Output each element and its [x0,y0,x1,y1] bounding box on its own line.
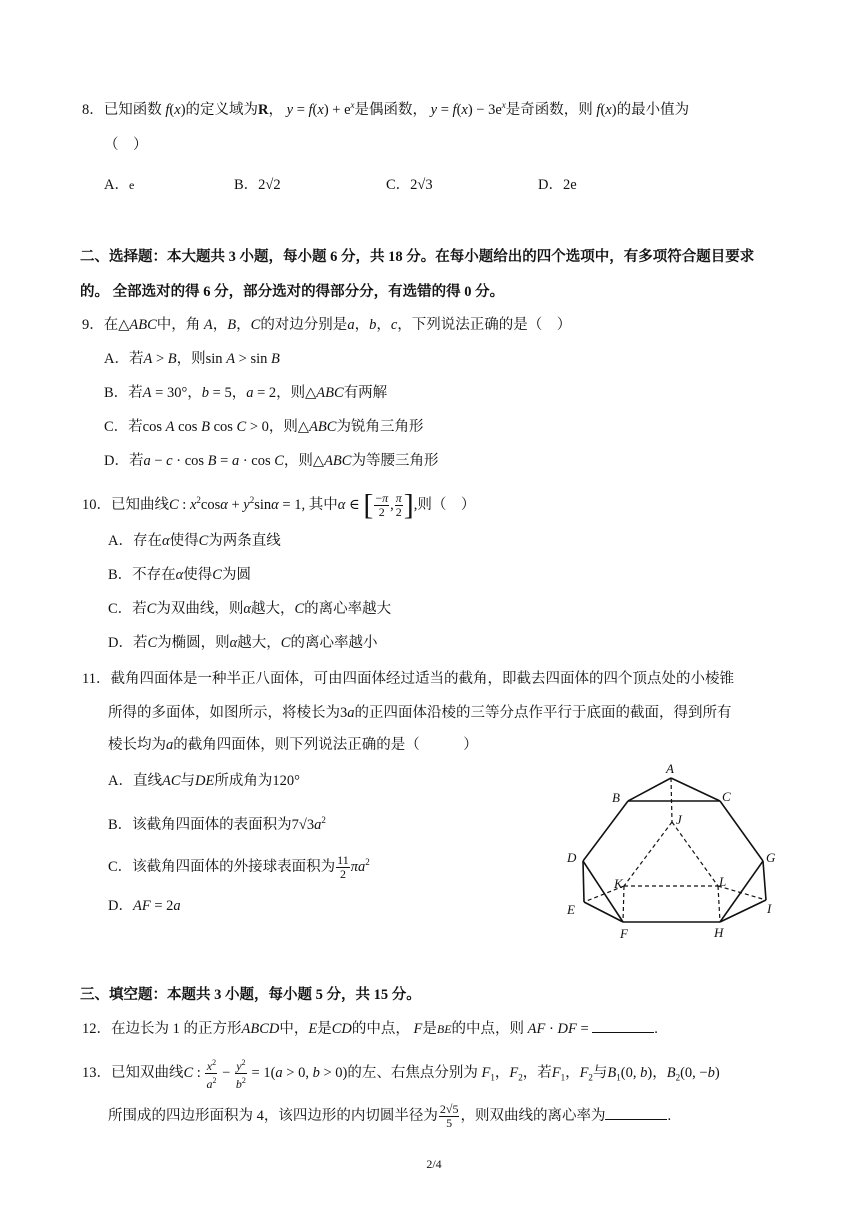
fig-label-b: B [612,790,620,805]
q10-option-d[interactable]: D．若C为椭圆，则α越大，C的离心率越小 [108,635,378,651]
q12-answer-blank[interactable] [592,1018,654,1033]
q8-option-a[interactable]: A．e [104,177,135,193]
q9-option-c[interactable]: C．若cos A cos B cos C > 0，则△ABC为锐角三角形 [104,419,424,435]
q8-stem: 8．已知函数 f(x)的定义域为R， $y = f(x) + e^x$是偶函数， $y = f(x) - 3e^x$是奇函数，则 f(x)的最小值为 [82,100,690,118]
section2-heading-line1: 二、选择题：本大题共 3 小题，每小题 6 分，共 18 分。在每小题给出的四个选项中，有多项符合题目要求 [80,249,755,265]
q11-option-a[interactable]: A．直线AC与DE所成角为120° [108,773,300,789]
q11-stem-line3: 棱长均为a的截角四面体，则下列说法正确的是（ ） [108,737,478,753]
fig-label-d: D [567,850,577,865]
fig-label-f: F [620,926,628,941]
fig-label-e: E [567,902,575,917]
q10-option-a[interactable]: A．存在α使得C为两条直线 [108,533,281,549]
fig-label-h: H [714,925,724,940]
fig-label-j: J [676,812,682,827]
q13-stem-line2: 所围成的四边形面积为 4，该四边形的内切圆半径为 $\frac{2√5}{5}$ ，则双曲线的离心率为 . [108,1102,672,1130]
q9-option-b[interactable]: B．若A = 30°，b = 5，a = 2，则△ABC有两解 [104,385,388,401]
q13-stem-line1: 13．已知双曲线C : $\frac{x^2}{a^2}$ − $\frac{y^2}{b^2}$ = 1(a > 0, b > 0)的左、右焦点分别为 $F_1$，$F_2$，若$F_1$，$F_2$与$B_1(0$, b)，$B_2(0$, −b) [82,1058,720,1091]
fig-label-k: K [614,876,623,891]
fig-label-g: G [766,850,776,865]
q10-option-c[interactable]: C．若C为双曲线，则α越大，C的离心率越大 [108,601,392,617]
q9-stem: 9．在△ABC中，角 A，B，C的对边分别是a，b，c，下列说法正确的是（ ） [82,317,572,333]
q8-option-d[interactable]: D．2e [538,177,577,193]
section3-heading: 三、填空题：本题共 3 小题，每小题 5 分，共 15 分。 [80,987,421,1003]
q11-option-d[interactable]: D．AF = 2a [108,898,181,914]
q13-answer-blank[interactable] [605,1105,667,1120]
q11-option-b[interactable]: B．该截角四面体的表面积为$7√3a^2$ [108,815,326,833]
q8-option-b[interactable]: B．2√2 [234,177,281,193]
fig-label-a: A [666,761,674,776]
q12-stem: 12．在边长为 1 的正方形ABCD中，E是CD的中点， F是BE的中点，则 AF · DF = . [82,1018,658,1039]
q11-stem-line2: 所得的多面体，如图所示，将棱长为3a的正四面体沿棱的三等分点作平行于底面的截面，得到所有 [108,705,732,721]
fig-label-c: C [722,789,731,804]
q10-stem: 10．已知曲线C : $x^2\cos\alpha + y^2\sin\alpha = 1$, 其中α ∈ [ $\frac{-\pi}{2}$ , $\frac{\pi}{2}$ ],则（ ） [82,488,476,522]
section2-heading-line2: 的。 全部选对的得 6 分，部分选对的得部分分，有选错的得 0 分。 [80,284,505,300]
q9-option-d[interactable]: D．若a − c · cos B = a · cos C，则△ABC为等腰三角形 [104,453,439,469]
fig-label-i: I [767,901,772,916]
q9-option-a[interactable]: A．若A > B，则sin A > sin B [104,351,280,367]
q8-paren: （ ） [104,137,148,153]
q10-option-b[interactable]: B．不存在α使得C为圆 [108,567,251,583]
q8-option-c[interactable]: C．2√3 [386,177,433,193]
q11-option-c[interactable]: C．该截角四面体的外接球表面积为 $\frac{11}{2}$ $\pi a^2$ [108,853,370,881]
page-number: 2/4 [426,1157,442,1171]
truncated-tetrahedron-figure [556,758,788,942]
fig-label-l: L [719,874,727,889]
q11-stem-line1: 11．截角四面体是一种半正八面体，可由四面体经过适当的截角，即截去四面体的四个顶点处的小棱锥 [82,671,734,687]
